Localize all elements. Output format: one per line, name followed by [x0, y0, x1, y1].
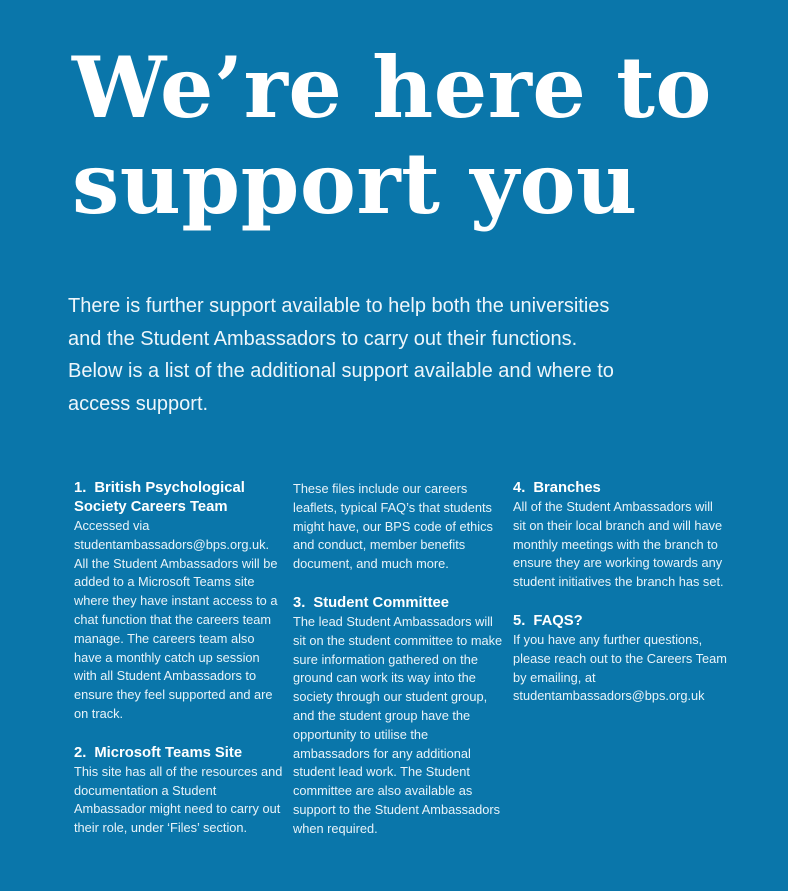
- section-heading: [513, 479, 728, 498]
- column-3: [513, 479, 728, 726]
- intro-paragraph: There is further support available to help both the universities and the Student Ambassadors to carry out their functions. Below is a list of the additional support available and where to access support.: [68, 295, 614, 415]
- section-number: 1.: [74, 480, 87, 496]
- section-student-committee: [293, 594, 503, 839]
- column-2: [293, 479, 503, 859]
- section-teams-site-continued: [293, 480, 503, 574]
- page-headline: [72, 40, 712, 232]
- section-body-continued: These files include our careers leaflets, typical FAQ’s that students might have, our BPS code of ethics and conduct, member benefits document, and much more.: [293, 481, 493, 572]
- section-teams-site: [74, 744, 284, 838]
- section-number: 4.: [513, 480, 526, 496]
- section-title: British Psychological Society Careers Team: [74, 480, 245, 515]
- section-heading: [513, 612, 728, 631]
- section-body: All of the Student Ambassadors will sit on their local branch and will have monthly meetings with the branch to ensure they are working towards any student initiatives the branch has set.: [513, 499, 724, 590]
- headline-line-1: We’re here to: [72, 38, 712, 137]
- section-faqs: [513, 612, 728, 706]
- section-title: FAQS?: [533, 612, 583, 629]
- section-number: 3.: [293, 594, 306, 611]
- section-title: Branches: [533, 480, 601, 496]
- section-branches: [513, 479, 728, 592]
- headline-line-2: support you: [72, 134, 638, 233]
- section-title: Microsoft Teams Site: [94, 744, 243, 761]
- section-careers-team: [74, 479, 284, 724]
- section-number: 5.: [513, 612, 526, 629]
- section-heading: [74, 479, 284, 517]
- section-heading: [293, 594, 503, 613]
- section-body: This site has all of the resources and documentation a Student Ambassador might need to carry out their role, under ‘Files’ section.: [74, 763, 283, 836]
- section-number: 2.: [74, 744, 87, 761]
- section-title: Student Committee: [313, 594, 449, 611]
- section-body: Accessed via studentambassadors@bps.org.uk. All the Student Ambassadors will be added to a Microsoft Teams site where they have instant access to a chat function that the careers team manage. The careers team also have a monthly catch up session with all Student Ambassadors to ensure they feel supported and are on track.: [74, 518, 278, 721]
- section-heading: [74, 744, 284, 763]
- section-body: If you have any further questions, please reach out to the Careers Team by emailing, at studentambassadors@bps.org.uk: [513, 631, 727, 704]
- section-body: The lead Student Ambassadors will sit on the student committee to make sure information gathered on the ground can work its way into the society through our student group, and the student group have the opportunity to utilise the ambassadors for any additional student lead work. The Student committee are also available as support to the Student Ambassadors when required.: [293, 613, 503, 836]
- column-1: [74, 479, 284, 858]
